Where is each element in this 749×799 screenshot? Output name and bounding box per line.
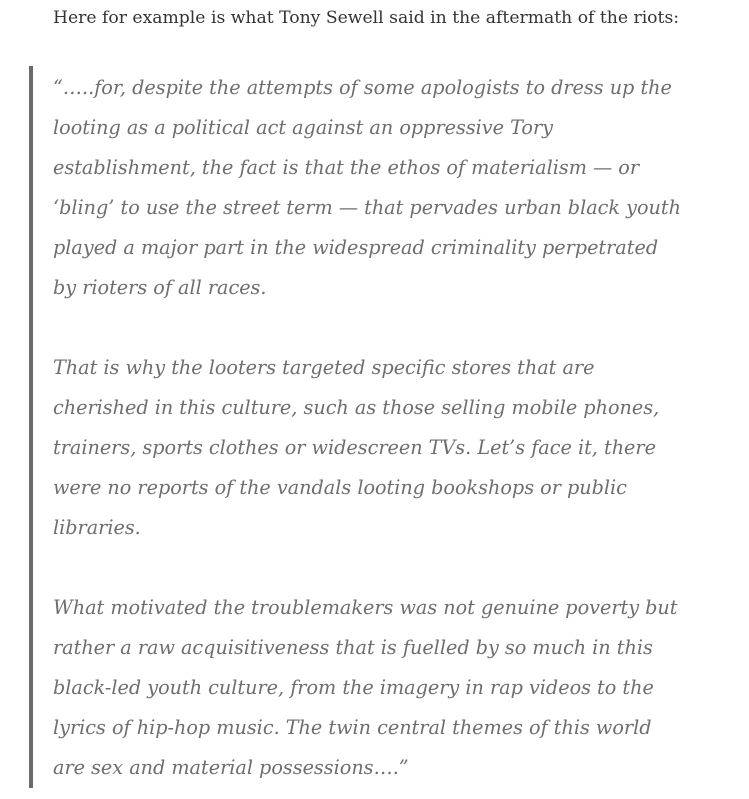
- intro-paragraph: Here for example is what Tony Sewell said in the aftermath of the riots:: [53, 8, 680, 28]
- quote-paragraph-1: “…..for, despite the attempts of some apologists to dress up the looting as a political act against an oppressive Tory establishment, the fact is that the ethos of materialism — or ‘bling’ to use the street term — that pervades urban black youth played a major part in the widespread criminality perpetrated by rioters of all races.: [53, 76, 681, 299]
- blockquote: [29, 66, 744, 788]
- quote-paragraph-3: What motivated the troublemakers was not genuine poverty but rather a raw acquisitiveness that is fuelled by so much in this black-led youth culture, from the imagery in rap videos to the lyrics of hip-hop music. The twin central themes of this world are sex and material possessions….”: [53, 596, 678, 779]
- quote-paragraph-2: That is why the looters targeted specific stores that are cherished in this culture, such as those selling mobile phones, trainers, sports clothes or widescreen TVs. Let’s face it, there were no reports of the vandals looting bookshops or public libraries.: [53, 356, 660, 539]
